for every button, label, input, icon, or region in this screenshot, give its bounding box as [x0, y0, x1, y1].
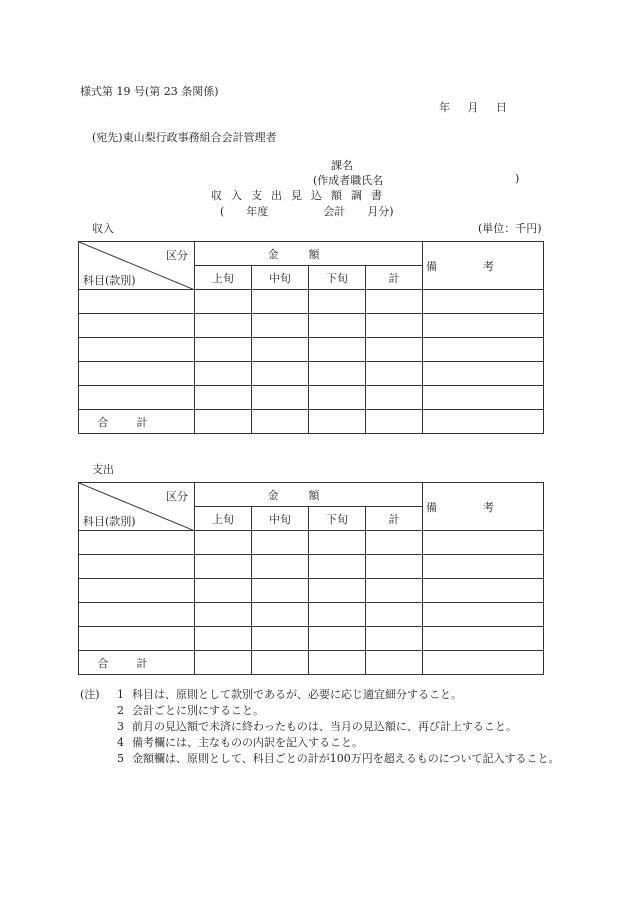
- date-line: [439, 99, 521, 115]
- table-cell[interactable]: [252, 362, 309, 386]
- table-cell[interactable]: [423, 555, 544, 579]
- table-cell[interactable]: [423, 603, 544, 627]
- table-cell[interactable]: [309, 362, 366, 386]
- kamoku-label: 科目(款別): [83, 515, 136, 528]
- kubun-label: 区分: [166, 490, 188, 503]
- table-cell[interactable]: [309, 410, 366, 434]
- table-cell[interactable]: [252, 290, 309, 314]
- table-cell[interactable]: [423, 314, 544, 338]
- table-cell[interactable]: [195, 651, 252, 675]
- author-close: ): [515, 172, 520, 185]
- table-cell[interactable]: [309, 627, 366, 651]
- expense-table: [78, 482, 544, 675]
- form-number: 様式第 19 号(第 23 条関係): [80, 85, 219, 98]
- header-corner: [79, 483, 195, 531]
- table-cell[interactable]: [252, 338, 309, 362]
- table-cell[interactable]: [423, 290, 544, 314]
- note-number: 3: [117, 720, 124, 733]
- table-cell[interactable]: [79, 579, 195, 603]
- table-cell[interactable]: [195, 314, 252, 338]
- table-cell[interactable]: [252, 386, 309, 410]
- table-cell[interactable]: [309, 531, 366, 555]
- table-cell[interactable]: [195, 627, 252, 651]
- note-number: 2: [117, 704, 124, 717]
- table-cell[interactable]: [252, 555, 309, 579]
- total-label: 合計: [79, 651, 195, 675]
- table-cell[interactable]: [195, 603, 252, 627]
- table-cell[interactable]: [366, 579, 423, 603]
- kamoku-label: 科目(款別): [83, 274, 136, 287]
- table-cell[interactable]: [195, 338, 252, 362]
- table-row: [79, 290, 544, 314]
- period-line: ( 年度 会計 月分): [220, 205, 394, 218]
- table-cell[interactable]: [252, 410, 309, 434]
- table-cell[interactable]: [79, 627, 195, 651]
- table-cell[interactable]: [195, 386, 252, 410]
- table-cell[interactable]: [366, 362, 423, 386]
- table-cell[interactable]: [423, 386, 544, 410]
- table-cell[interactable]: [79, 386, 195, 410]
- notes: [80, 687, 560, 767]
- table-cell[interactable]: [252, 579, 309, 603]
- note-text: 科目は、原則として款別であるが、必要に応じ適宜細分すること。: [132, 688, 462, 701]
- table-cell[interactable]: [309, 338, 366, 362]
- date-year: 年: [439, 101, 450, 114]
- note-number: 5: [117, 752, 124, 765]
- table-cell[interactable]: [309, 603, 366, 627]
- section-name: 課名: [331, 159, 353, 172]
- period-header: 計: [366, 266, 423, 290]
- table-cell[interactable]: [423, 362, 544, 386]
- table-cell[interactable]: [195, 579, 252, 603]
- period-header: 上旬: [195, 266, 252, 290]
- note-text: 会計ごとに別にすること。: [132, 704, 264, 717]
- table-cell[interactable]: [366, 651, 423, 675]
- period-header: 中旬: [252, 266, 309, 290]
- author-label: (作成者職氏名: [313, 174, 384, 187]
- table-cell[interactable]: [309, 386, 366, 410]
- period-header: 下旬: [309, 266, 366, 290]
- biko-header: 備考: [423, 242, 544, 290]
- table-cell[interactable]: [195, 410, 252, 434]
- period-header: 中旬: [252, 507, 309, 531]
- header-corner: [79, 242, 195, 290]
- note-item: [80, 719, 560, 735]
- table-cell[interactable]: [195, 362, 252, 386]
- table-cell[interactable]: [252, 603, 309, 627]
- table-cell[interactable]: [423, 338, 544, 362]
- table-cell[interactable]: [195, 290, 252, 314]
- table-cell[interactable]: [423, 531, 544, 555]
- table-cell[interactable]: [79, 290, 195, 314]
- table-cell[interactable]: [79, 603, 195, 627]
- note-text: 備考欄には、主なものの内訳を記入すること。: [132, 736, 363, 749]
- table-cell[interactable]: [79, 555, 195, 579]
- table-row: [79, 603, 544, 627]
- table-cell[interactable]: [79, 362, 195, 386]
- table-cell[interactable]: [195, 555, 252, 579]
- period-header: 計: [366, 507, 423, 531]
- table-cell[interactable]: [252, 531, 309, 555]
- table-cell[interactable]: [309, 555, 366, 579]
- kingaku-header: 金額: [195, 483, 423, 507]
- table-row: [79, 531, 544, 555]
- table-cell[interactable]: [366, 314, 423, 338]
- document-title: 収入支出見込額調書: [211, 189, 391, 202]
- table-cell[interactable]: [423, 410, 544, 434]
- table-cell[interactable]: [309, 314, 366, 338]
- table-cell[interactable]: [366, 410, 423, 434]
- table-cell[interactable]: [366, 555, 423, 579]
- period-header: 下旬: [309, 507, 366, 531]
- table-row: [79, 579, 544, 603]
- addressee: (宛先)東山梨行政事務組合会計管理者: [92, 131, 277, 144]
- note-text: 金額欄は、原則として、科目ごとの計が100万円を超えるものについて記入すること。: [132, 752, 560, 765]
- table-cell[interactable]: [79, 531, 195, 555]
- kingaku-header: 金額: [195, 242, 423, 266]
- note-text: 前月の見込額で未済に終わったものは、当月の見込額に、再び計上すること。: [132, 720, 517, 733]
- table-cell[interactable]: [252, 651, 309, 675]
- table-row: [79, 362, 544, 386]
- table-cell[interactable]: [423, 651, 544, 675]
- table-cell[interactable]: [252, 314, 309, 338]
- table-cell[interactable]: [366, 290, 423, 314]
- date-month: 月: [467, 101, 479, 114]
- table-cell[interactable]: [423, 627, 544, 651]
- date-day: 日: [496, 101, 507, 114]
- kubun-label: 区分: [166, 249, 188, 262]
- unit-label: (単位：千円): [478, 222, 542, 235]
- table-cell[interactable]: [195, 531, 252, 555]
- notes-tag: (注): [80, 688, 100, 701]
- table-cell[interactable]: [366, 338, 423, 362]
- note-number: 4: [117, 736, 124, 749]
- total-row: [79, 410, 544, 434]
- table-cell[interactable]: [252, 627, 309, 651]
- table-cell[interactable]: [366, 603, 423, 627]
- note-item: [80, 751, 560, 767]
- table-row: [79, 386, 544, 410]
- period-header: 上旬: [195, 507, 252, 531]
- table-row: [79, 338, 544, 362]
- table-row: [79, 627, 544, 651]
- table-cell[interactable]: [309, 579, 366, 603]
- table-row: [79, 314, 544, 338]
- note-item: [80, 703, 560, 719]
- table-cell[interactable]: [79, 314, 195, 338]
- note-item: [80, 735, 560, 751]
- income-label: 収入: [92, 222, 114, 235]
- table-row: [79, 555, 544, 579]
- table-cell[interactable]: [366, 386, 423, 410]
- note-number: 1: [117, 688, 124, 701]
- table-cell[interactable]: [366, 531, 423, 555]
- table-cell[interactable]: [366, 627, 423, 651]
- total-row: [79, 651, 544, 675]
- table-cell[interactable]: [79, 338, 195, 362]
- total-label: 合計: [79, 410, 195, 434]
- biko-header: 備考: [423, 483, 544, 531]
- table-cell[interactable]: [423, 579, 544, 603]
- note-item: [80, 687, 560, 703]
- income-table: [78, 241, 544, 434]
- table-cell[interactable]: [309, 290, 366, 314]
- expense-label: 支出: [92, 463, 114, 476]
- table-cell[interactable]: [309, 651, 366, 675]
